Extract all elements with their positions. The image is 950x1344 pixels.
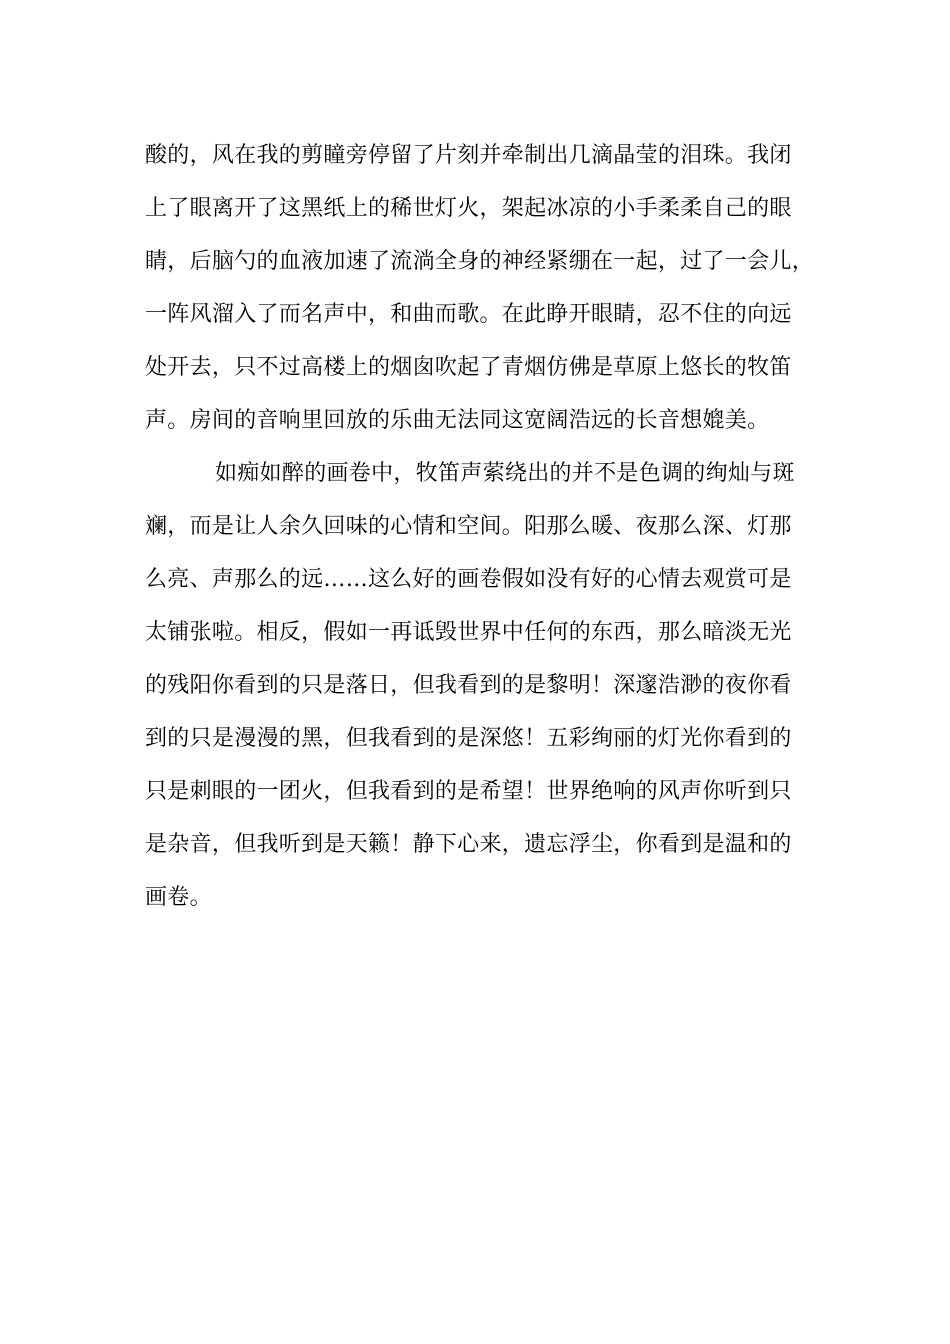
text-line: 酸的，风在我的剪瞳旁停留了片刻并牵制出几滴晶莹的泪珠。我闭 bbox=[145, 143, 792, 168]
text-line: 的残阳你看到的只是落日，但我看到的是黎明！深邃浩渺的夜你看 bbox=[145, 673, 792, 698]
text-line: 到的只是漫漫的黑，但我看到的是深悠！五彩绚丽的灯光你看到的 bbox=[145, 726, 792, 751]
paragraph-1 bbox=[145, 129, 825, 447]
text-line: 画卷。 bbox=[145, 885, 212, 910]
paragraph-2 bbox=[145, 447, 825, 924]
text-line: 处开去，只不过高楼上的烟囱吹起了青烟仿佛是草原上悠长的牧笛 bbox=[145, 355, 792, 380]
document-body bbox=[145, 129, 825, 924]
text-line: 一阵风溜入了而名声中，和曲而歌。在此睁开眼睛，忍不住的向远 bbox=[145, 302, 792, 327]
text-line: 如痴如醉的画卷中，牧笛声萦绕出的并不是色调的绚灿与斑 bbox=[215, 461, 795, 486]
text-line: 睛，后脑勺的血液加速了流淌全身的神经紧绷在一起，过了一会儿， bbox=[145, 249, 815, 274]
text-line: 上了眼离开了这黑纸上的稀世灯火，架起冰凉的小手柔柔自己的眼 bbox=[145, 196, 792, 221]
text-line: 太铺张啦。相反，假如一再诋毁世界中任何的东西，那么暗淡无光 bbox=[145, 620, 792, 645]
text-line: 斓，而是让人余久回味的心情和空间。阳那么暖、夜那么深、灯那 bbox=[145, 514, 792, 539]
text-line: 是杂音，但我听到是天籁！静下心来，遗忘浮尘，你看到是温和的 bbox=[145, 832, 792, 857]
text-line: 声。房间的音响里回放的乐曲无法同这宽阔浩远的长音想媲美。 bbox=[145, 408, 770, 433]
text-line: 么亮、声那么的远……这么好的画卷假如没有好的心情去观赏可是 bbox=[145, 567, 792, 592]
text-line: 只是刺眼的一团火，但我看到的是希望！世界绝响的风声你听到只 bbox=[145, 779, 792, 804]
